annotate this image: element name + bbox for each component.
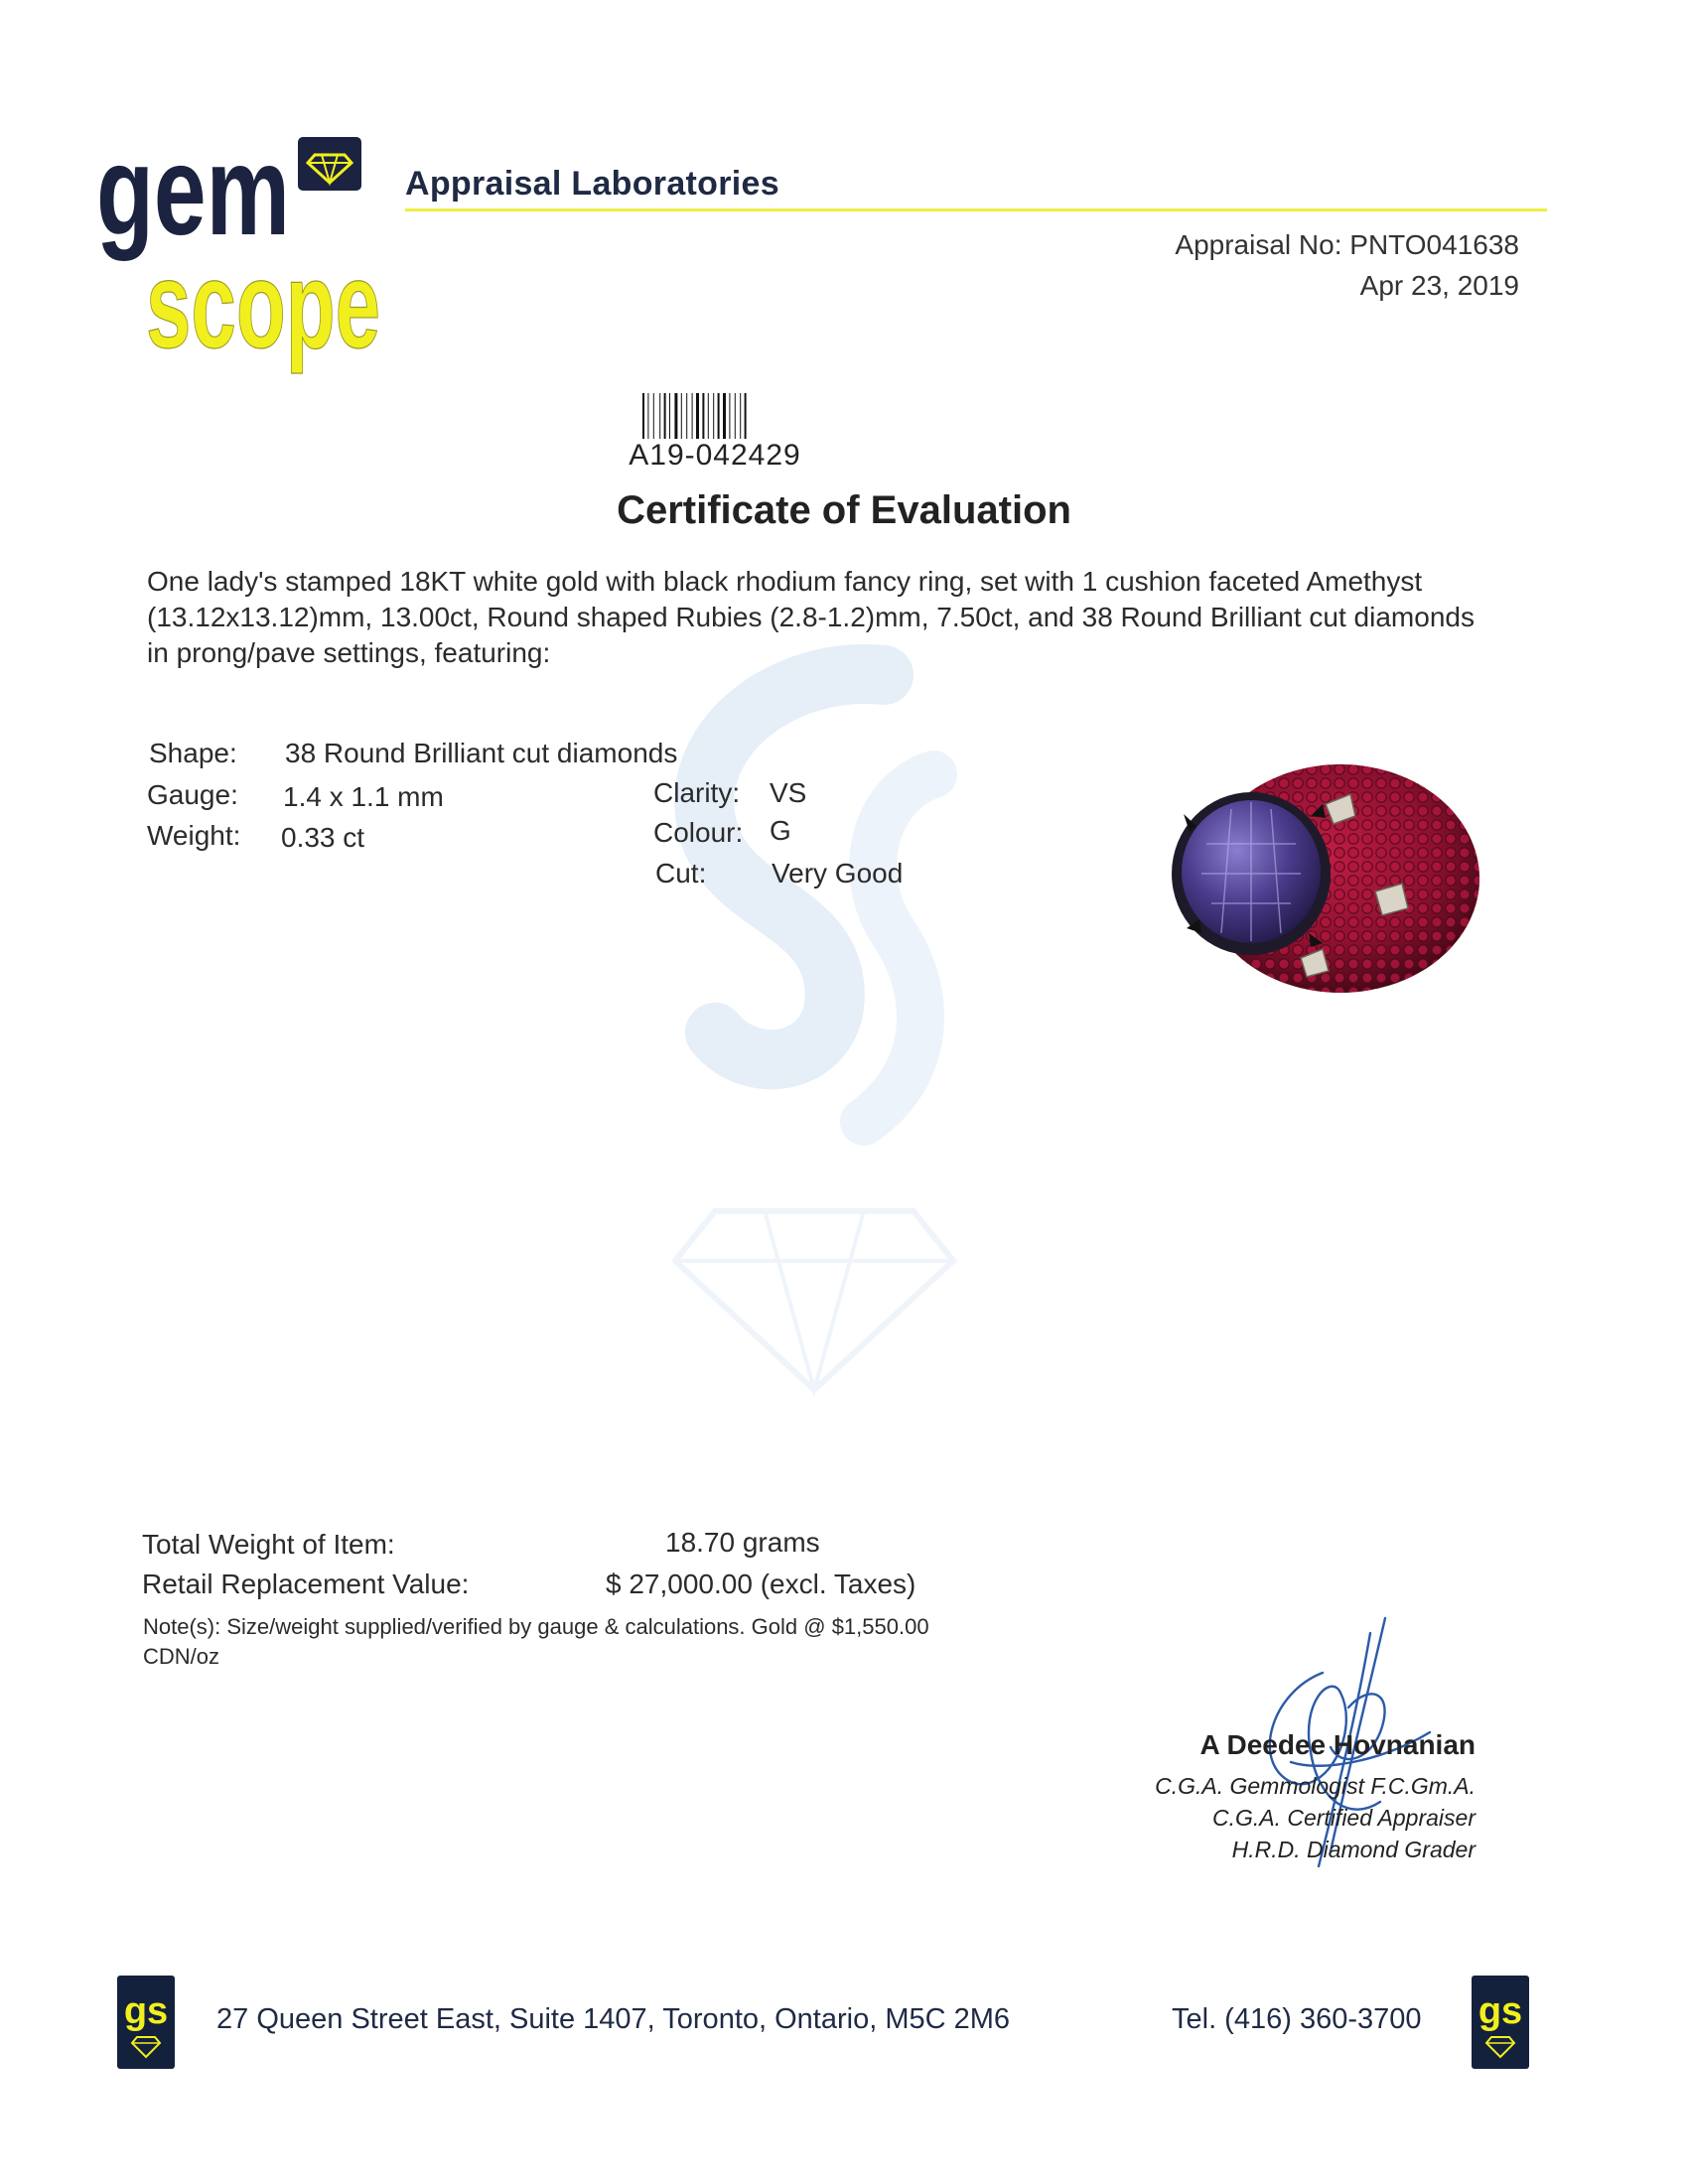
logo-scope-text: scope [146, 237, 380, 374]
footer-telephone: Tel. (416) 360-3700 [1172, 2003, 1422, 2035]
gs-footer-badge-right [1472, 1976, 1529, 2069]
gs-footer-badge-left [117, 1976, 175, 2069]
total-weight-value: 18.70 grams [665, 1527, 820, 1558]
appraiser-credential-3: H.R.D. Diamond Grader [1231, 1837, 1476, 1862]
certificate-title: Certificate of Evaluation [617, 488, 1071, 532]
barcode-bar [686, 393, 687, 439]
barcode-bar [681, 393, 682, 439]
appraisal-number-value: PNTO041638 [1349, 229, 1519, 260]
notes: Note(s): Size/weight supplied/verified by gauge & calculations. Gold @ $1,550.00 CDN/oz [143, 1614, 929, 1669]
barcode-bar [735, 393, 736, 439]
gauge-value: 1.4 x 1.1 mm [283, 781, 444, 812]
barcode-bar [653, 393, 654, 439]
barcode-bar [718, 393, 720, 439]
barcode-bar [659, 393, 660, 439]
gauge-label: Gauge: [147, 779, 238, 810]
appraiser-credential-1: C.G.A. Gemmologist F.C.Gm.A. [1155, 1773, 1476, 1799]
barcode-bar [740, 393, 741, 439]
diamond-icon [132, 2037, 160, 2057]
diamond-badge-icon [298, 137, 361, 191]
cut-value: Very Good [772, 858, 904, 888]
diamond-icon [1486, 2037, 1514, 2057]
appraisal-number-label: Appraisal No: [1175, 229, 1342, 260]
replacement-value-amount: $ 27,000.00 (excl. Taxes) [606, 1569, 916, 1599]
clarity-label: Clarity: [653, 777, 741, 808]
barcode-bar [702, 393, 704, 439]
appraiser-credential-2: C.G.A. Certified Appraiser [1211, 1805, 1476, 1831]
clarity-value: VS [770, 777, 807, 808]
appraisal-number [993, 229, 1519, 261]
ring-photo [1152, 735, 1479, 1013]
cut-label: Cut: [655, 858, 707, 888]
appraisal-date: Apr 23, 2019 [1359, 270, 1519, 301]
barcode-icon [640, 393, 789, 439]
barcode-bar [669, 393, 670, 439]
barcode-number: A19-042429 [629, 439, 801, 472]
barcode-bar [708, 393, 709, 439]
barcode-bar [745, 393, 747, 439]
weight-value: 0.33 ct [281, 822, 365, 853]
barcode-bar [723, 393, 726, 439]
barcode-bar [642, 393, 644, 439]
gs-watermark-icon [635, 655, 993, 1410]
colour-value: G [770, 815, 791, 846]
gs-badge-text: gs [123, 1990, 169, 2032]
barcode-bar [713, 393, 714, 439]
header-rule [405, 208, 1547, 211]
logo-gem-text: gem [96, 120, 290, 262]
barcode-bar [729, 393, 730, 439]
weight-label: Weight: [147, 820, 241, 851]
gs-badge-text: gs [1477, 1990, 1523, 2032]
barcode-bar [674, 393, 677, 439]
footer-address: 27 Queen Street East, Suite 1407, Toronto, Ontario, M5C 2M6 [216, 2003, 1011, 2035]
shape-label: Shape: [149, 738, 237, 768]
appraiser-name: A Deedee Hovnanian [1199, 1729, 1476, 1760]
lab-title: Appraisal Laboratories [405, 165, 779, 203]
gemscope-logo [94, 120, 392, 374]
barcode-bar [696, 393, 699, 439]
barcode-bar [647, 393, 648, 439]
shape-value: 38 Round Brilliant cut diamonds [285, 738, 678, 768]
colour-label: Colour: [653, 817, 744, 848]
replacement-value-label: Retail Replacement Value: [142, 1569, 470, 1599]
barcode-bar [664, 393, 666, 439]
item-description: One lady's stamped 18KT white gold with black rhodium fancy ring, set with 1 cushion faceted Amethyst (13.12x13.12)mm, 13.00ct, Round shaped Rubies (2.8-1.2)mm, 7.50ct, and 38 Round Brilliant cut diamonds in prong/pave settings, featuring: [147, 566, 1475, 668]
barcode-bar [692, 393, 693, 439]
total-weight-label: Total Weight of Item: [142, 1529, 395, 1560]
